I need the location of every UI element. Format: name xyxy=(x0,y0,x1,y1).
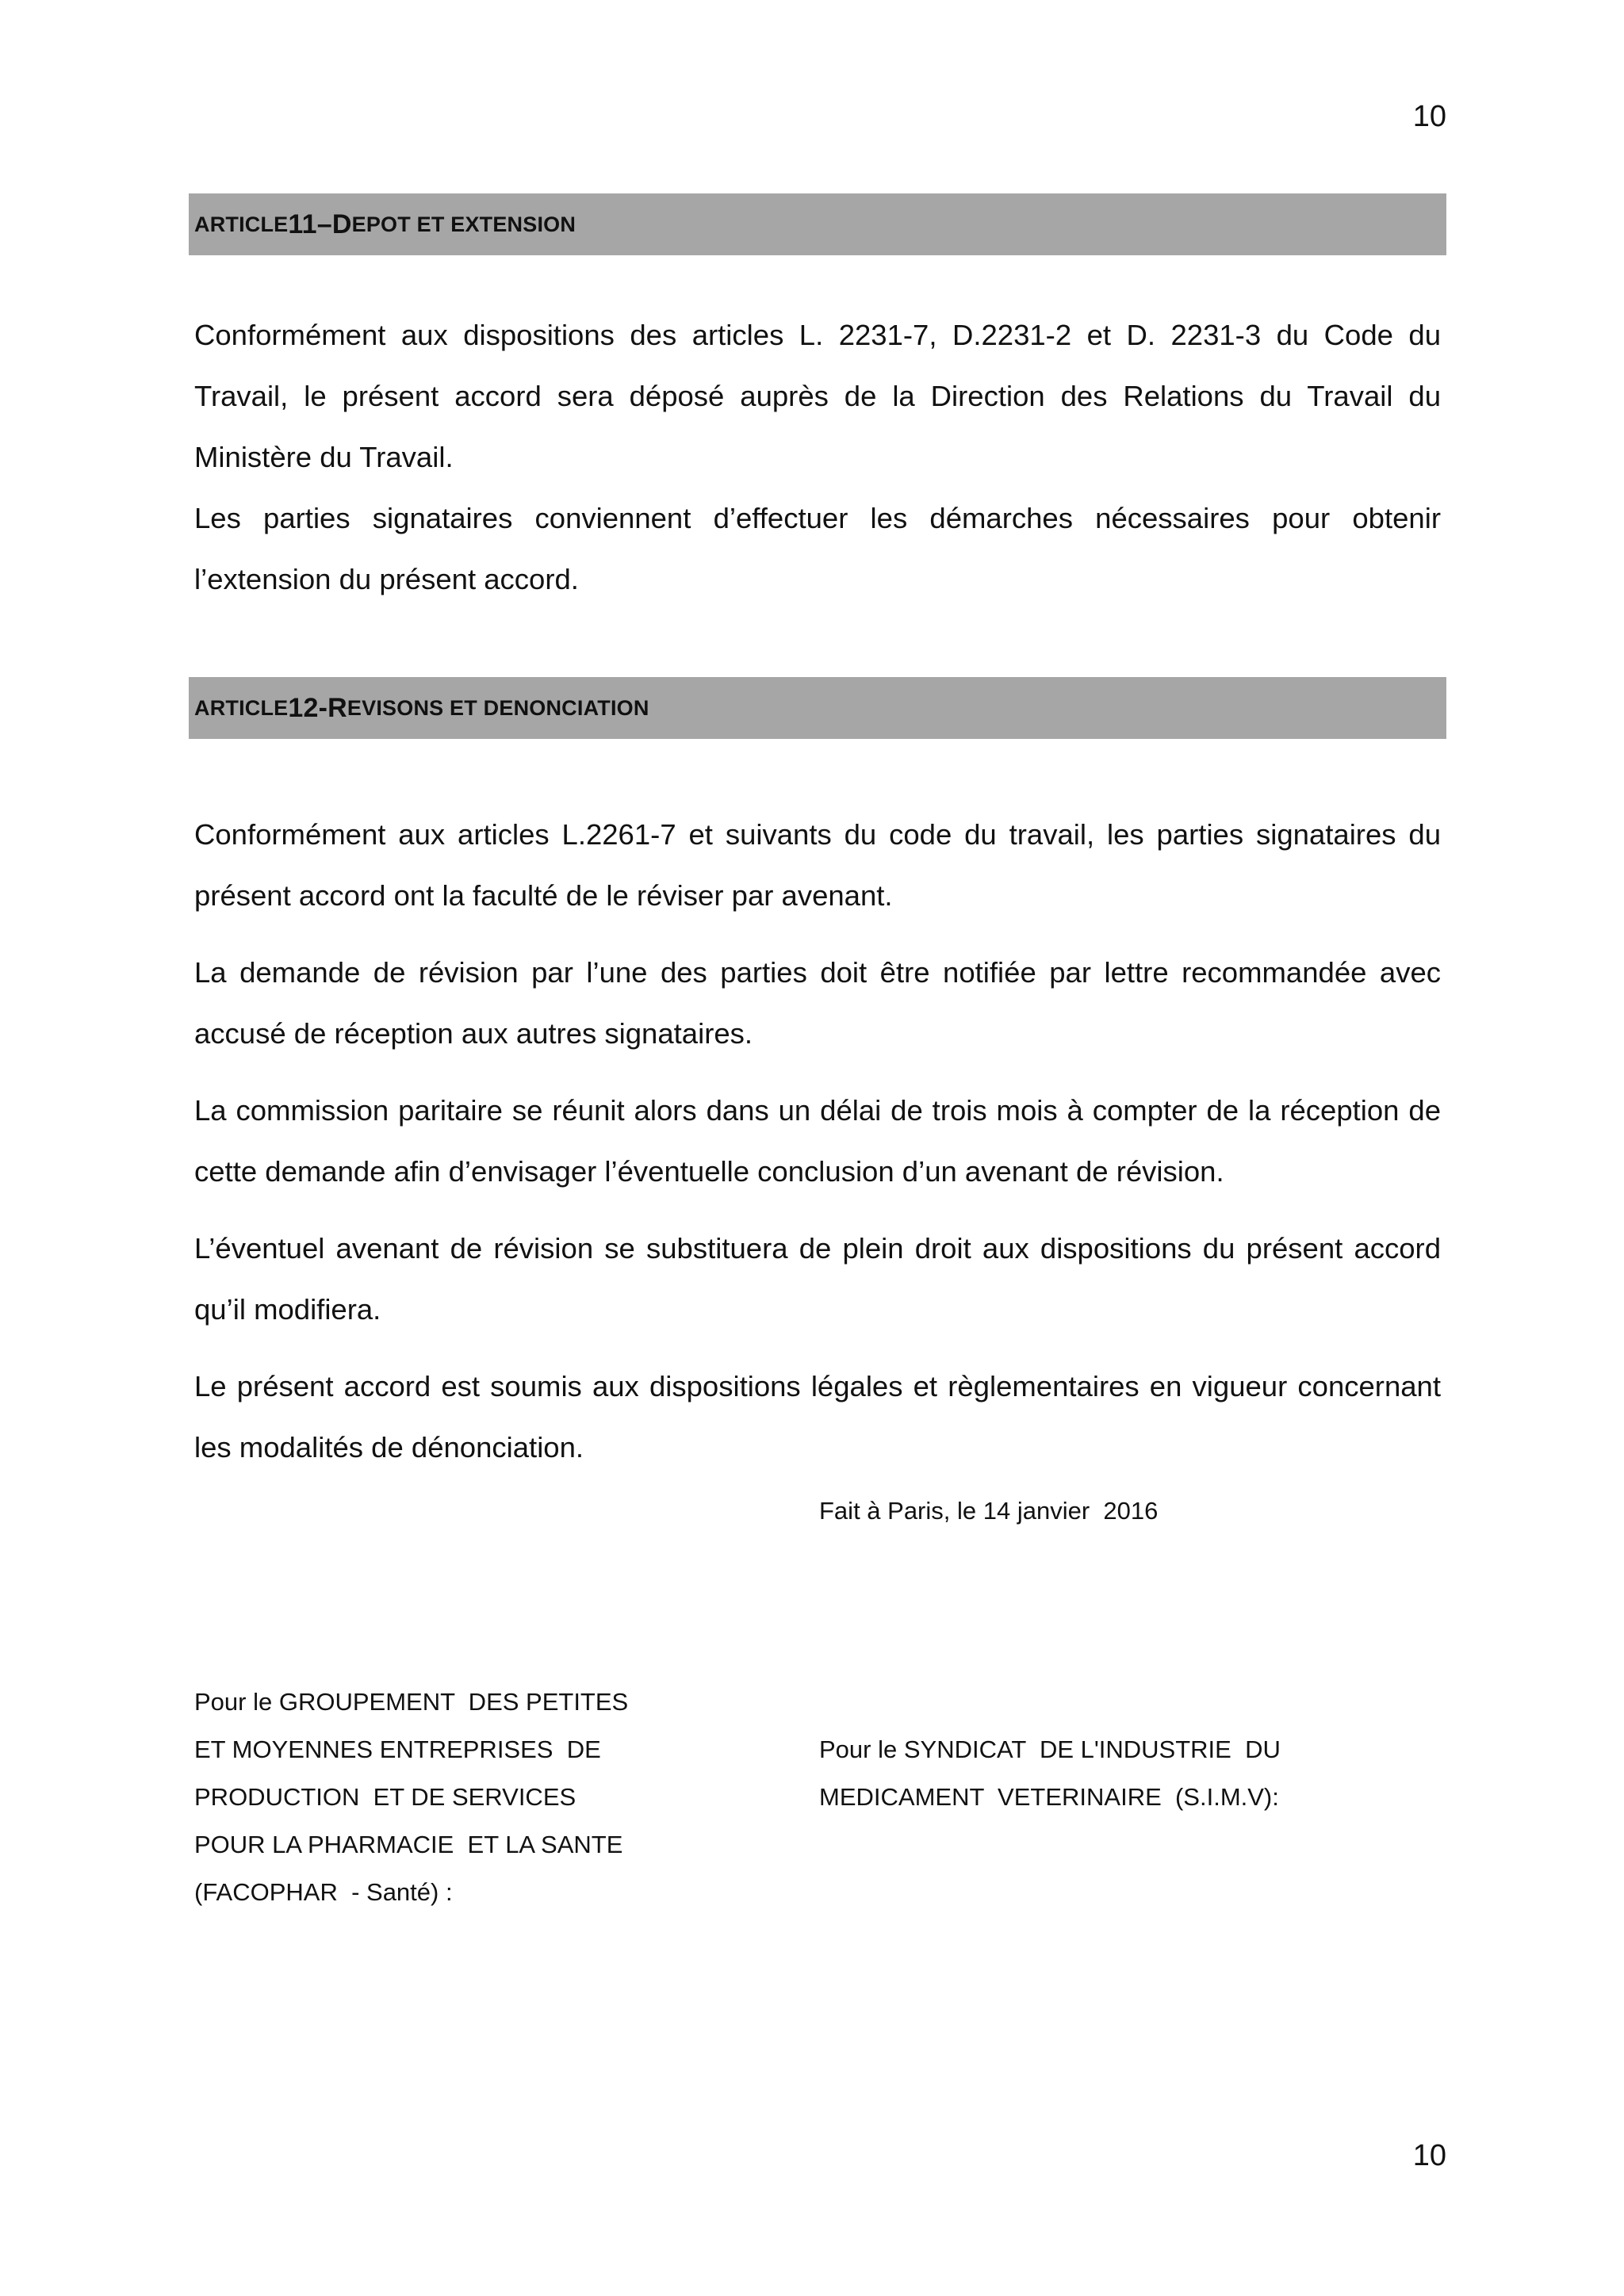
signatory-line: ET MOYENNES ENTREPRISES DE xyxy=(194,1735,601,1763)
signatory-simv xyxy=(819,1726,1281,1821)
signatory-line: (FACOPHAR - Santé) : xyxy=(194,1878,453,1906)
page-number-bottom: 10 xyxy=(1412,2139,1446,2172)
signatory-line: Pour le SYNDICAT DE L'INDUSTRIE DU xyxy=(819,1735,1281,1763)
article-12-separator: - xyxy=(318,692,328,723)
article-12-title-rest: EVISONS ET DENONCIATION xyxy=(347,695,649,720)
signatory-facophar xyxy=(194,1678,628,1916)
article-11-separator: – xyxy=(316,209,332,239)
article-11-paragraph-2: Les parties signataires conviennent d’effectuer les démarches nécessaires pour obtenir l’extension du présent accord. xyxy=(194,502,1441,595)
article-12-paragraph: Le présent accord est soumis aux dispositions légales et règlementaires en vigueur concernant les modalités de dénonciation. xyxy=(194,1370,1441,1464)
article-11-heading xyxy=(189,193,1446,255)
article-12-heading xyxy=(189,677,1446,739)
signatory-line: MEDICAMENT VETERINAIRE (S.I.M.V): xyxy=(819,1783,1279,1811)
article-12-paragraph: La demande de révision par l’une des parties doit être notifiée par lettre recommandée avec accusé de réception aux autres signataires. xyxy=(194,956,1441,1050)
article-11-paragraph-1: Conformément aux dispositions des articles L. 2231-7, D.2231-2 et D. 2231-3 du Code du Travail, le présent accord sera déposé auprès de la Direction des Relations du Travail du Ministère du Travail. xyxy=(194,319,1441,473)
article-11-body xyxy=(194,304,1441,610)
article-11-prefix: ARTICLE xyxy=(194,212,289,236)
article-12-prefix: ARTICLE xyxy=(194,695,289,720)
article-11-title-rest: EPOT ET EXTENSION xyxy=(351,212,576,236)
article-11-number: 11 xyxy=(288,209,317,239)
place-and-date: Fait à Paris, le 14 janvier 2016 xyxy=(819,1497,1159,1525)
signatory-line: POUR LA PHARMACIE ET LA SANTE xyxy=(194,1831,623,1858)
page-number-top: 10 xyxy=(1412,100,1446,133)
article-12-body xyxy=(194,804,1441,1478)
article-11-title-initial: D xyxy=(331,209,352,239)
article-12-paragraph: L’éventuel avenant de révision se substituera de plein droit aux dispositions du présent accord qu’il modifiera. xyxy=(194,1232,1441,1326)
signatory-line: PRODUCTION ET DE SERVICES xyxy=(194,1783,576,1811)
article-12-paragraph: La commission paritaire se réunit alors dans un délai de trois mois à compter de la réception de cette demande afin d’envisager l’éventuelle conclusion d’un avenant de révision. xyxy=(194,1094,1441,1188)
article-12-title-initial: R xyxy=(327,692,347,723)
article-12-paragraph: Conformément aux articles L.2261-7 et suivants du code du travail, les parties signataires du présent accord ont la faculté de le réviser par avenant. xyxy=(194,818,1441,912)
signatory-line: Pour le GROUPEMENT DES PETITES xyxy=(194,1688,629,1716)
article-12-number: 12 xyxy=(288,692,319,723)
